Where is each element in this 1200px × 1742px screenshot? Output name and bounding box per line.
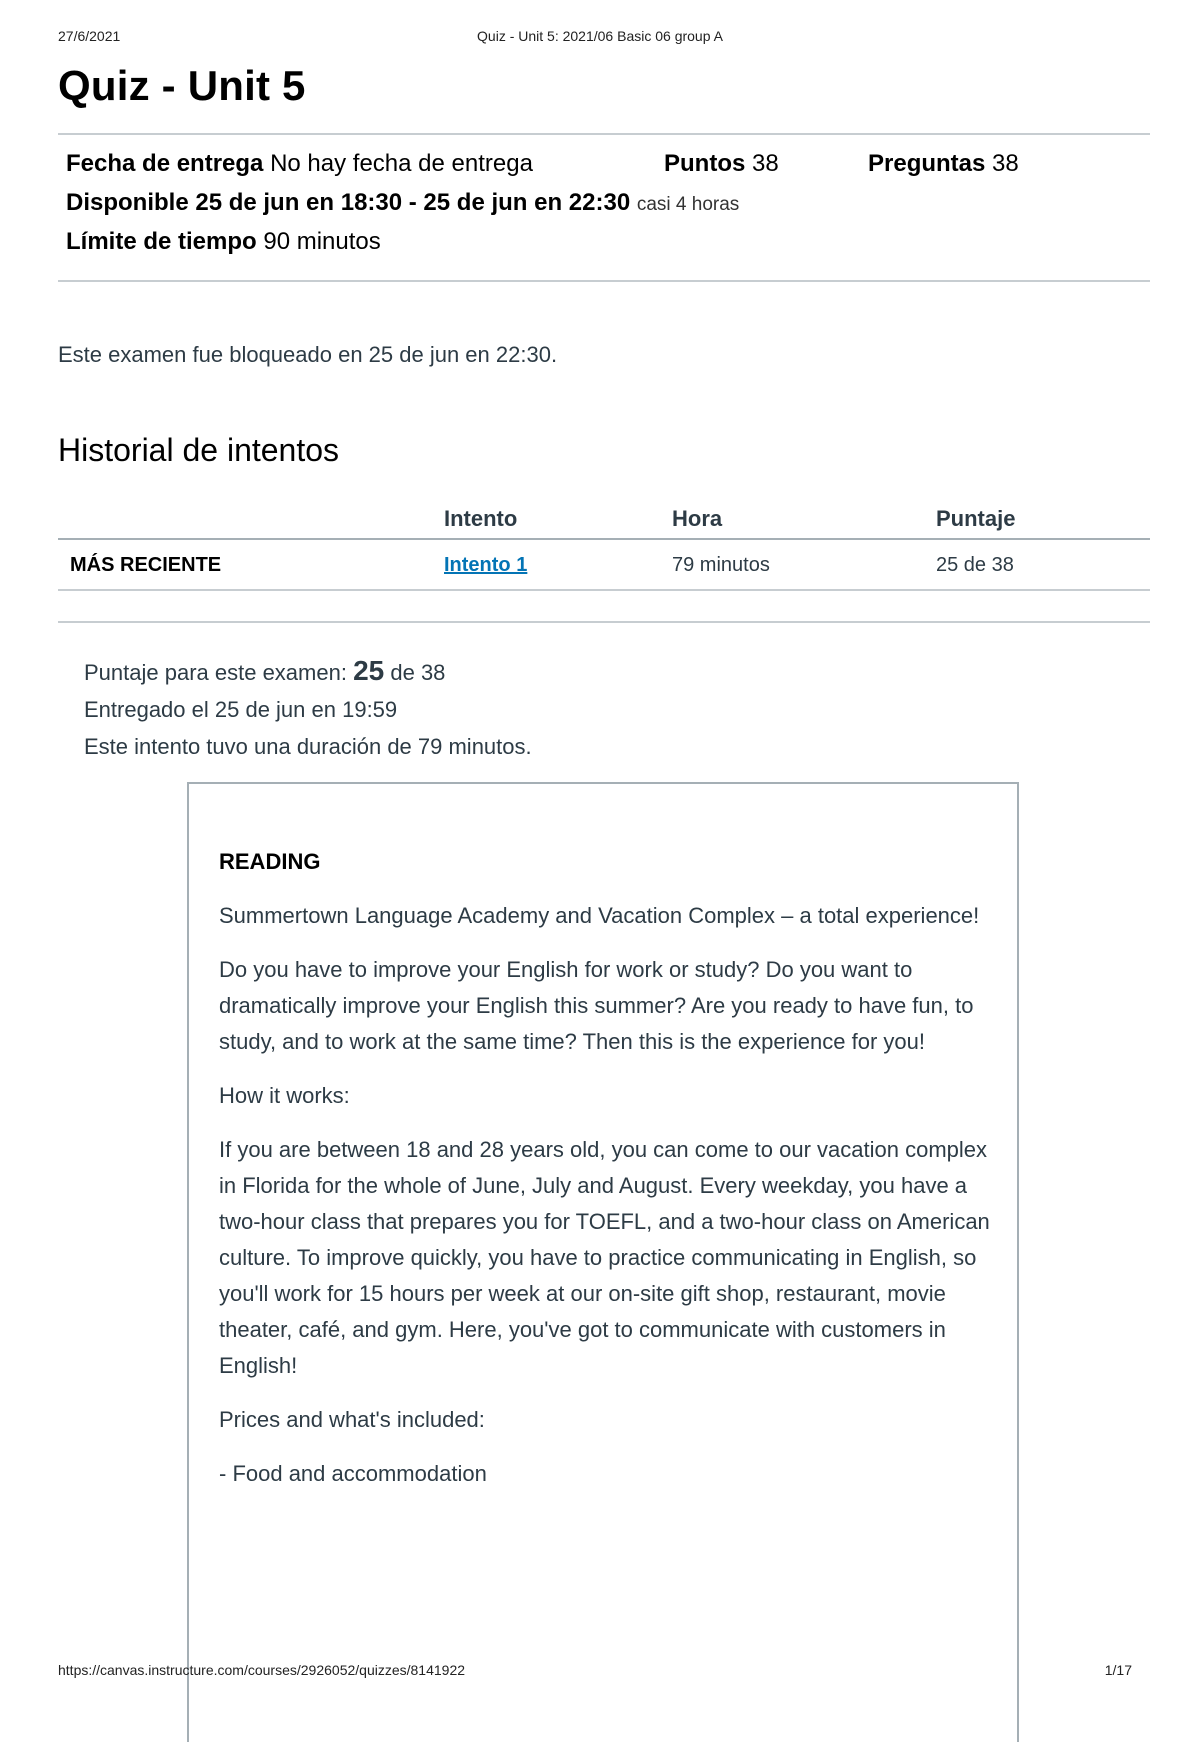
question-box bbox=[187, 782, 1019, 1742]
table-row-divider bbox=[58, 589, 1150, 591]
divider bbox=[58, 133, 1150, 135]
column-header-time: Hora bbox=[672, 506, 723, 531]
print-document-title: Quiz - Unit 5: 2021/06 Basic 06 group A bbox=[477, 28, 723, 44]
details-row-due bbox=[66, 150, 533, 178]
print-url: https://canvas.instructure.com/courses/2926052/quizzes/8141922 bbox=[58, 1662, 466, 1678]
score-prefix: Puntaje para este examen: bbox=[84, 660, 347, 685]
details-row-time-limit bbox=[66, 228, 381, 256]
available-note: casi 4 horas bbox=[636, 194, 740, 215]
question-paragraph: Do you have to improve your English for work or study? Do you want to dramatically improve your English this summer? Are you ready to have fun, to study, and to work at the same time? Then this is the experience for you! bbox=[219, 957, 974, 1054]
quiz-result bbox=[84, 652, 532, 765]
locked-message: Este examen fue bloqueado en 25 de jun en 22:30. bbox=[58, 342, 558, 367]
time-limit-label: Límite de tiempo bbox=[66, 228, 257, 255]
details-points bbox=[664, 150, 779, 178]
question-paragraph: How it works: bbox=[219, 1083, 350, 1108]
history-title: Historial de intentos bbox=[58, 432, 340, 468]
print-date: 27/6/2021 bbox=[58, 28, 121, 44]
due-value: No hay fecha de entrega bbox=[270, 150, 533, 177]
details-row-available bbox=[66, 189, 739, 217]
column-header-score: Puntaje bbox=[936, 506, 1016, 531]
column-header-attempt: Intento bbox=[444, 506, 518, 531]
question-heading: READING bbox=[219, 849, 321, 874]
time-limit-value: 90 minutos bbox=[263, 228, 381, 255]
score-line bbox=[84, 652, 532, 691]
submitted-line: Entregado el 25 de jun en 19:59 bbox=[84, 697, 398, 722]
attempt-time: 79 minutos bbox=[672, 554, 770, 576]
attempt-1-link[interactable]: Intento 1 bbox=[444, 554, 528, 576]
details-questions bbox=[868, 150, 1019, 178]
attempt-score: 25 de 38 bbox=[936, 554, 1014, 576]
question-content bbox=[219, 844, 999, 1510]
due-label: Fecha de entrega bbox=[66, 150, 264, 177]
questions-label: Preguntas bbox=[868, 150, 986, 177]
divider bbox=[58, 621, 1150, 623]
points-value: 38 bbox=[752, 150, 779, 177]
score-suffix: de 38 bbox=[390, 660, 446, 685]
page-title: Quiz - Unit 5 bbox=[58, 62, 306, 109]
table-header-divider bbox=[58, 538, 1150, 540]
question-paragraph: Prices and what's included: bbox=[219, 1407, 485, 1432]
question-paragraph: - Food and accommodation bbox=[219, 1461, 487, 1486]
duration-line: Este intento tuvo una duración de 79 minutos. bbox=[84, 734, 532, 759]
score-value: 25 bbox=[353, 655, 385, 686]
available-label: Disponible bbox=[66, 189, 189, 216]
points-label: Puntos bbox=[664, 150, 746, 177]
available-value: 25 de jun en 18:30 - 25 de jun en 22:30 bbox=[195, 189, 631, 216]
divider bbox=[58, 280, 1150, 282]
question-paragraph: Summertown Language Academy and Vacation Complex – a total experience! bbox=[219, 903, 980, 928]
question-paragraph: If you are between 18 and 28 years old, you can come to our vacation complex in Florida for the whole of June, July and August. Every weekday, you have a two-hour class that prepares you for TOEFL, and a two-hour class on American culture. To improve quickly, you have to practice communicating in English, so you'll work for 15 hours per week at our on-site gift shop, restaurant, movie theater, café, and gym. Here, you've got to communicate with customers in English! bbox=[219, 1137, 990, 1378]
row-label: MÁS RECIENTE bbox=[70, 554, 222, 576]
questions-value: 38 bbox=[992, 150, 1019, 177]
page-number: 1/17 bbox=[1104, 1662, 1132, 1678]
